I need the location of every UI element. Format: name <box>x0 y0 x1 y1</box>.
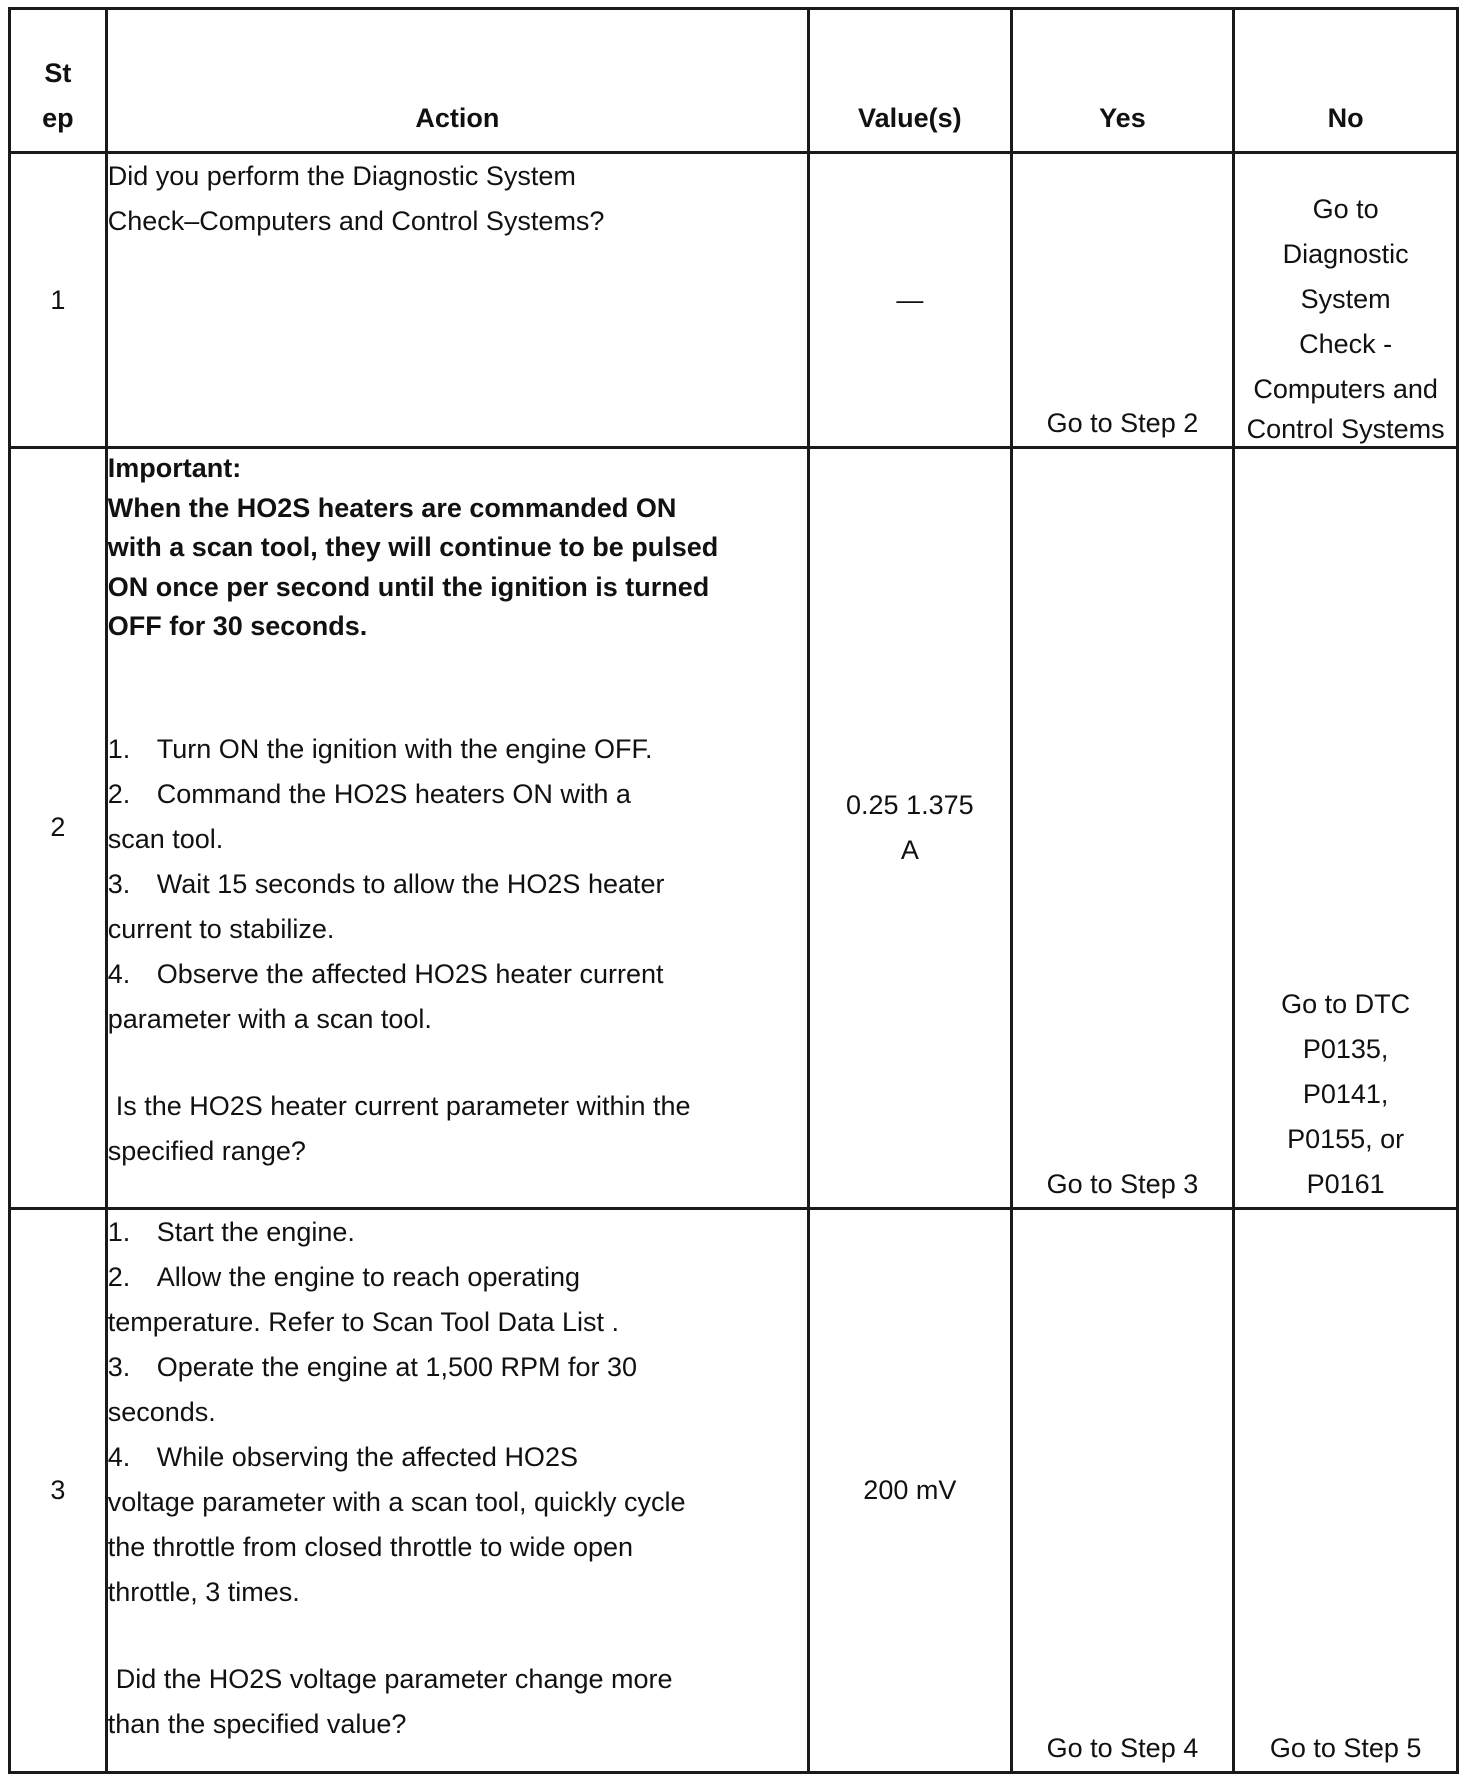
list-text: the throttle from closed throttle to wide open <box>107 1531 634 1562</box>
action-cell <box>106 153 808 448</box>
no-text-line: Check - <box>1299 329 1393 360</box>
table-row <box>10 1208 1458 1772</box>
list-text: current to stabilize. <box>107 913 335 944</box>
important-note <box>108 449 807 647</box>
table-row <box>10 448 1458 1208</box>
important-line: When the HO2S heaters are commanded ON <box>107 492 677 523</box>
list-number: 1. <box>107 1216 131 1247</box>
header-values: Value(s) <box>809 9 1012 153</box>
no-text-line: Diagnostic <box>1282 239 1409 270</box>
no-text-line: Go to <box>1312 194 1379 225</box>
table-row <box>10 153 1458 448</box>
yes-cell: Go to Step 3 <box>1011 448 1234 1208</box>
header-action: Action <box>106 9 808 153</box>
step-number: 1 <box>10 153 107 448</box>
action-text-line: Did you perform the Diagnostic System <box>107 161 576 192</box>
list-text: Observe the affected HO2S heater current <box>156 958 664 989</box>
spacer <box>108 647 807 727</box>
list-item <box>108 1435 807 1615</box>
question-line: Did the HO2S voltage parameter change more <box>115 1663 673 1694</box>
list-text: Allow the engine to reach operating <box>156 1261 581 1292</box>
header-yes: Yes <box>1011 9 1234 153</box>
value-line: 0.25 1.375 <box>846 789 974 820</box>
list-item <box>108 1255 807 1345</box>
list-text: Wait 15 seconds to allow the HO2S heater <box>156 868 665 899</box>
list-number: 1. <box>107 733 131 764</box>
list-item <box>108 862 807 952</box>
yes-cell: Go to Step 4 <box>1011 1208 1234 1772</box>
list-text: Operate the engine at 1,500 RPM for 30 <box>156 1351 638 1382</box>
no-text-line: P0141, <box>1302 1078 1389 1109</box>
no-text-line: System <box>1300 284 1391 315</box>
list-number: 3. <box>107 868 131 899</box>
header-step-line2: ep <box>42 103 74 134</box>
no-text-line: P0135, <box>1302 1033 1389 1064</box>
no-text-line: Control Systems <box>1246 414 1445 445</box>
action-cell <box>106 448 808 1208</box>
no-cell <box>1234 153 1458 448</box>
yes-cell: Go to Step 2 <box>1011 153 1234 448</box>
header-no: No <box>1234 9 1458 153</box>
no-cell <box>1234 448 1458 1208</box>
question-line: specified range? <box>107 1135 306 1166</box>
value-line: A <box>900 834 919 865</box>
action-cell <box>106 1208 808 1772</box>
list-number: 4. <box>107 958 131 989</box>
list-number: 2. <box>107 1261 131 1292</box>
no-text-line: P0155, or <box>1287 1123 1405 1154</box>
header-row <box>10 9 1458 153</box>
spacer <box>108 1042 807 1084</box>
list-text: parameter with a scan tool. <box>107 1003 432 1034</box>
important-line: OFF for 30 seconds. <box>107 611 368 642</box>
step-number: 2 <box>10 448 107 1208</box>
diagnostic-table <box>8 7 1459 1774</box>
list-item <box>108 952 807 1042</box>
action-text-line: Check–Computers and Control Systems? <box>107 206 605 237</box>
list-text: seconds. <box>107 1396 216 1427</box>
important-line: with a scan tool, they will continue to be pulsed <box>107 532 719 563</box>
question-line: than the specified value? <box>107 1708 407 1739</box>
spacer <box>108 1615 807 1657</box>
list-text: temperature. Refer to Scan Tool Data List . <box>107 1306 619 1337</box>
list-item <box>108 772 807 862</box>
list-item <box>108 1210 807 1255</box>
list-number: 2. <box>107 778 131 809</box>
list-text: throttle, 3 times. <box>107 1576 300 1607</box>
list-item <box>108 727 807 772</box>
header-step-line1: St <box>44 58 72 89</box>
value-cell <box>809 448 1012 1208</box>
value-cell: — <box>809 153 1012 448</box>
important-line: ON once per second until the ignition is turned <box>107 571 710 602</box>
list-text: Command the HO2S heaters ON with a <box>156 778 631 809</box>
list-text: Turn ON the ignition with the engine OFF. <box>156 733 653 764</box>
no-text-line: Go to DTC <box>1281 988 1411 1019</box>
no-text-line: P0161 <box>1306 1168 1385 1199</box>
question-line: Is the HO2S heater current parameter within the <box>115 1090 691 1121</box>
header-step <box>10 9 107 153</box>
list-number: 3. <box>107 1351 131 1382</box>
list-text: voltage parameter with a scan tool, quickly cycle <box>107 1486 686 1517</box>
list-number: 4. <box>107 1441 131 1472</box>
list-item <box>108 1345 807 1435</box>
list-text: scan tool. <box>107 823 224 854</box>
list-text: Start the engine. <box>156 1216 355 1247</box>
list-text: While observing the affected HO2S <box>156 1441 578 1472</box>
no-text-line: Computers and <box>1253 374 1438 405</box>
step-number: 3 <box>10 1208 107 1772</box>
important-line: Important: <box>107 453 242 484</box>
no-cell: Go to Step 5 <box>1234 1208 1458 1772</box>
value-cell: 200 mV <box>809 1208 1012 1772</box>
